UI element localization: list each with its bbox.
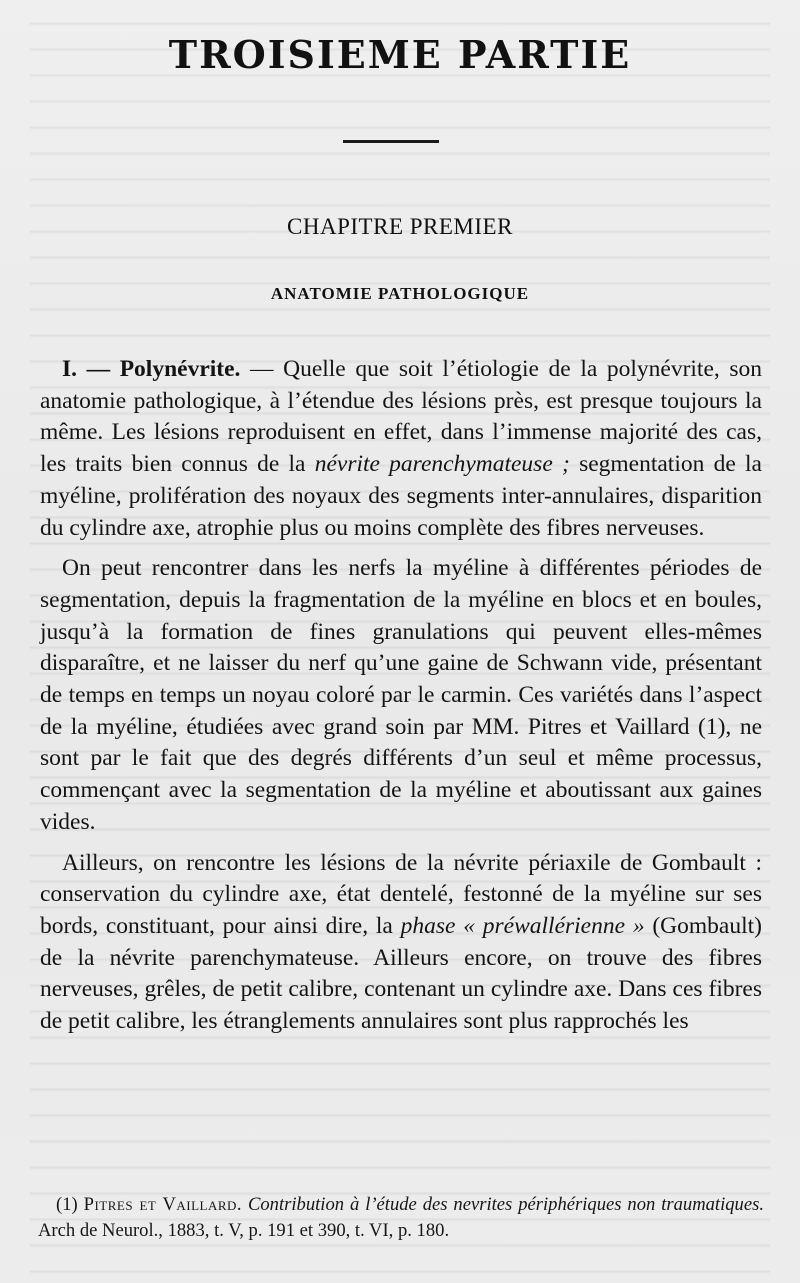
footnote-authors: Pitres et Vaillard.	[83, 1194, 243, 1215]
italic-term: phase « préwallérienne »	[400, 912, 645, 939]
paragraph-text: — Quelle que soit l’étiologie de la polynévrite, son anatomie pathologique, à l’étendue des lésions près, est presque toujours la même. Les lésions reproduisent en effet, dans l’immense majorité des cas, les traits bien connus de la	[40, 356, 762, 478]
footnote-title: Contribution à l’étude des nevrites périphériques non traumatiques.	[242, 1194, 764, 1215]
paragraph-polyneuritis	[40, 354, 762, 544]
paragraph-periaxile	[40, 848, 762, 1038]
body-text	[40, 354, 762, 1047]
footnote	[38, 1192, 764, 1244]
section-title: ANATOMIE PATHOLOGIQUE	[270, 284, 530, 303]
paragraph-text: (Gombault) de la névrite parenchymateuse. Ailleurs encore, on trouve des fibres nerveuses, grêles, de petit calibre, contenant un cylindre axe. Dans ces fibres de petit calibre, les étranglements annulaires sont plus rapprochés les	[40, 912, 762, 1035]
paragraph-segmentation	[40, 553, 762, 838]
paragraph-text: On peut rencontrer dans les nerfs la myéline à différentes périodes de segmentation, depuis la fragmentation de la myéline en blocs et en boules, jusqu’à la formation de fines granulations qui peuvent elles-mêmes disparaître, et ne laisser du nerf qu’une gaine de Schwann vide, présentant de temps en temps un noyau coloré par le carmin. Ces variétés dans l’aspect de la myéline, étudiées avec grand soin par MM. Pitres et Vaillard (1), ne sont par le fait que des degrés différents d’un seul et même processus, commençant avec la segmentation de la myéline et aboutissant aux gaines vides.	[40, 555, 762, 835]
paragraph-text: Ailleurs, on rencontre les lésions de la névrite périaxile de Gombault : conservation du cylindre axe, état dentelé, festonné de la myéline sur ses bords, constituant, pour ainsi dire, la	[40, 849, 762, 939]
footnote-reference: Arch de Neurol., 1883, t. V, p. 191 et 390, t. VI, p. 180.	[38, 1220, 450, 1241]
italic-term: névrite parenchymateuse ;	[314, 451, 570, 478]
part-title: TROISIEME PARTIE	[168, 32, 632, 77]
footnote-text	[38, 1192, 764, 1244]
title-rule	[343, 140, 439, 143]
paragraph-lead: I. — Polynévrite.	[62, 356, 241, 382]
chapter-title: CHAPITRE PREMIER	[287, 214, 513, 239]
paragraph-text: segmentation de la myéline, prolifération des noyaux des segments inter-annulaires, disparition du cylindre axe, atrophie plus ou moins complète des fibres nerveuses.	[40, 451, 762, 541]
footnote-marker: (1)	[56, 1194, 84, 1215]
